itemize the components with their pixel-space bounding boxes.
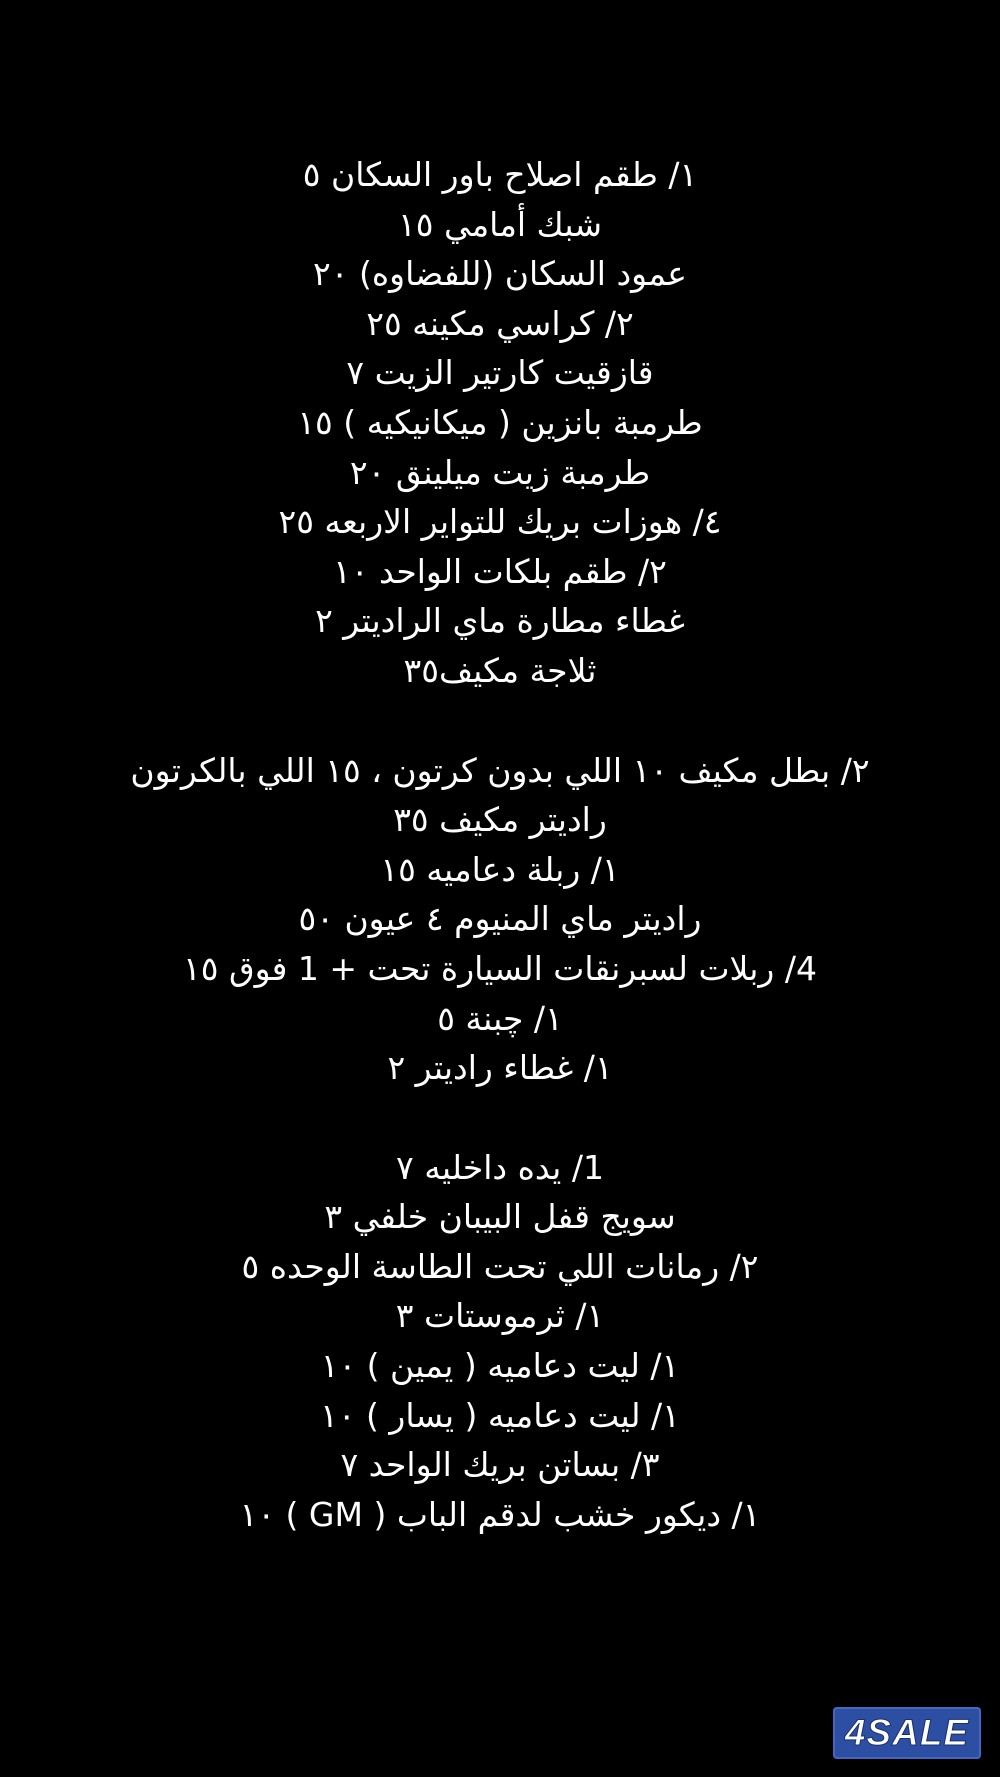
list-item: سويج قفل البيبان خلفي ٣ [324, 1197, 676, 1237]
parts-group-1 [0, 150, 1000, 696]
list-item: ٢/ طقم بلكات الواحد ١٠ [333, 551, 667, 591]
list-item: طرمبة زيت ميلينق ٢٠ [349, 452, 651, 492]
list-item: ثلاجة مكيف٣٥ [403, 650, 597, 690]
list-item: ١/ طقم اصلاح باور السكان ٥ [302, 155, 698, 194]
list-item: ١/ ربلة دعاميه ١٥ [380, 849, 620, 889]
list-item: ١/ ديكور خشب لدقم الباب ( GM ) ١٠ [239, 1494, 761, 1534]
logo-text: 4SALE [844, 1712, 970, 1753]
parts-group-2 [0, 746, 1000, 1093]
list-item: ١/ چبنة ٥ [437, 998, 563, 1038]
list-item: 4/ ربلات لسبرنقات السيارة تحت + 1 فوق ١٥ [183, 948, 817, 988]
list-item: ٢/ رمانات اللي تحت الطاسة الوحده ٥ [241, 1246, 759, 1286]
list-item: راديتر ماي المنيوم ٤ عيون ٥٠ [298, 899, 702, 939]
list-item: 1/ يده داخليه ٧ [396, 1147, 604, 1187]
list-item: غطاء مطارة ماي الراديتر ٢ [315, 601, 685, 641]
list-item: ١/ ثرموستات ٣ [395, 1296, 605, 1336]
list-item: طرمبة بانزين ( ميكانيكيه ) ١٥ [297, 402, 703, 442]
list-item: ٢/ كراسي مكينه ٢٥ [366, 303, 634, 343]
list-item: عمود السكان (للفضاوه) ٢٠ [313, 254, 687, 294]
list-item: شبك أمامي ١٥ [398, 204, 602, 244]
list-item: ٢/ بطل مكيف ١٠ اللي بدون كرتون ، ١٥ اللي بالكرتون [130, 750, 870, 790]
list-item: ٣/ بساتن بريك الواحد ٧ [340, 1445, 660, 1485]
parts-group-3 [0, 1143, 1000, 1540]
list-item: قازقيت كارتير الزيت ٧ [346, 353, 654, 393]
list-item: ١/ ليت دعاميه ( يمين ) ١٠ [320, 1346, 680, 1386]
list-item: راديتر مكيف ٣٥ [393, 800, 607, 840]
list-item: ١/ ليت دعاميه ( يسار ) ١٠ [320, 1395, 680, 1435]
4sale-logo [833, 1707, 981, 1759]
list-item: ١/ غطاء راديتر ٢ [387, 1048, 613, 1088]
list-item: ٤/ هوزات بريك للتواير الاربعه ٢٥ [278, 502, 722, 542]
parts-list [0, 150, 1000, 1539]
